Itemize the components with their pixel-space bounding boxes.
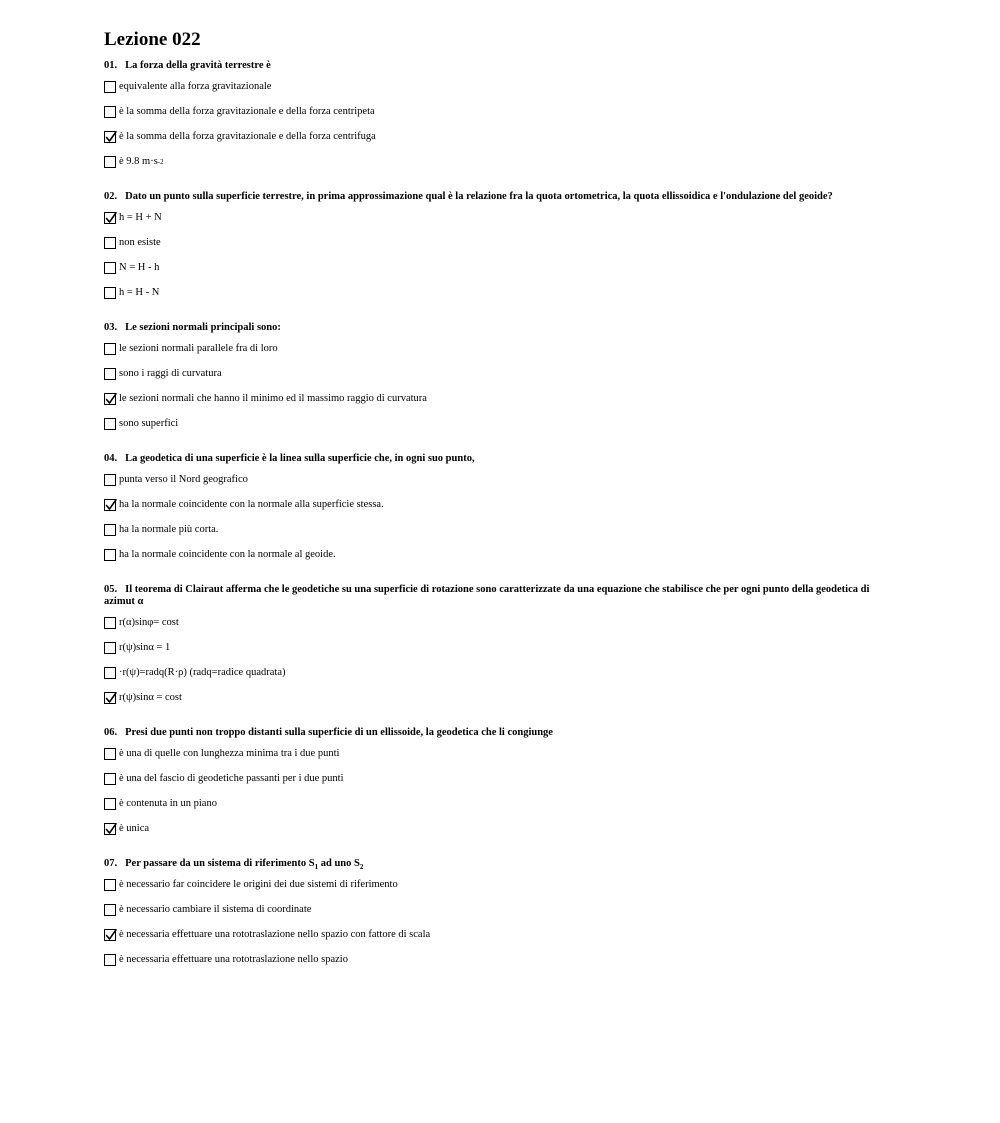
answer-option[interactable]	[104, 261, 884, 275]
question-label: Dato un punto sulla superficie terrestre, in prima approssimazione qual è la relazione fra la quota ortometrica, la quota ellissoidica e l'ondulazione del geoide?	[125, 191, 833, 202]
checkbox[interactable]	[104, 287, 116, 299]
question-number: 07.	[104, 858, 118, 869]
subscript: 2	[359, 863, 364, 872]
checkbox[interactable]	[104, 879, 116, 891]
answer-label: punta verso il Nord geografico	[119, 474, 248, 485]
answer-option[interactable]	[104, 105, 884, 119]
question-label: Presi due punti non troppo distanti sulla superficie di un ellissoide, la geodetica che li congiunge	[125, 727, 553, 738]
question-text	[104, 191, 884, 203]
checkbox-checked[interactable]	[104, 823, 116, 835]
checkbox[interactable]	[104, 237, 116, 249]
answer-option[interactable]	[104, 286, 884, 300]
checkbox[interactable]	[104, 667, 116, 679]
checkbox[interactable]	[104, 106, 116, 118]
answer-option[interactable]	[104, 878, 884, 892]
answer-label: non esiste	[119, 237, 161, 248]
question-number: 01.	[104, 60, 118, 71]
checkbox-checked[interactable]	[104, 131, 116, 143]
answer-label: ha la normale più corta.	[119, 524, 219, 535]
question-label: Le sezioni normali principali sono:	[125, 322, 281, 333]
checkbox[interactable]	[104, 368, 116, 380]
checkbox-checked[interactable]	[104, 499, 116, 511]
answer-label: è necessario far coincidere le origini dei due sistemi di riferimento	[119, 879, 398, 890]
answer-label: N = H - h	[119, 262, 160, 273]
checkmark-icon	[104, 928, 118, 942]
checkbox-checked[interactable]	[104, 692, 116, 704]
answer-label: è una del fascio di geodetiche passanti per i due punti	[119, 773, 344, 784]
checkbox[interactable]	[104, 642, 116, 654]
answer-option[interactable]	[104, 130, 884, 144]
checkmark-icon	[104, 822, 118, 836]
checkbox[interactable]	[104, 81, 116, 93]
answer-label: è contenuta in un piano	[119, 798, 217, 809]
answer-label: h = H + N	[119, 212, 162, 223]
checkmark-icon	[104, 130, 118, 144]
checkbox[interactable]	[104, 474, 116, 486]
question-number: 06.	[104, 727, 118, 738]
checkmark-icon	[104, 498, 118, 512]
answer-label: è la somma della forza gravitazionale e della forza centripeta	[119, 106, 375, 117]
answer-option[interactable]: è 9.8 m·s -2	[104, 155, 884, 169]
question-number: 03.	[104, 322, 118, 333]
answer-label: le sezioni normali che hanno il minimo ed il massimo raggio di curvatura	[119, 393, 427, 404]
question-text	[104, 60, 884, 72]
checkbox[interactable]	[104, 904, 116, 916]
checkbox-checked[interactable]	[104, 212, 116, 224]
answer-option[interactable]	[104, 616, 884, 630]
answer-label: sono superfici	[119, 418, 179, 429]
question-text	[104, 858, 884, 870]
checkmark-icon	[104, 691, 118, 705]
answer-option[interactable]	[104, 747, 884, 761]
checkbox-checked[interactable]	[104, 393, 116, 405]
question-label: Per passare da un sistema di riferimento S	[125, 858, 315, 869]
checkbox[interactable]	[104, 617, 116, 629]
answer-label: è necessaria effettuare una rototraslazione nello spazio	[119, 954, 348, 965]
checkbox[interactable]	[104, 549, 116, 561]
answer-option[interactable]	[104, 641, 884, 655]
answer-option[interactable]	[104, 417, 884, 431]
question-text	[104, 727, 884, 739]
checkbox[interactable]	[104, 418, 116, 430]
answer-option[interactable]	[104, 822, 884, 836]
checkmark-icon	[104, 211, 118, 225]
question-number: 02.	[104, 191, 118, 202]
page-title: Lezione 022	[104, 29, 201, 50]
answer-option[interactable]	[104, 772, 884, 786]
answer-option[interactable]	[104, 392, 884, 406]
answer-label: ha la normale coincidente con la normale alla superficie stessa.	[119, 499, 384, 510]
answer-option[interactable]	[104, 548, 884, 562]
subscript: 1	[314, 863, 319, 872]
checkbox[interactable]	[104, 748, 116, 760]
answer-label: ha la normale coincidente con la normale al geoide.	[119, 549, 336, 560]
checkbox[interactable]	[104, 524, 116, 536]
answer-option[interactable]	[104, 928, 884, 942]
question-4	[104, 453, 884, 562]
question-number: 04.	[104, 453, 118, 464]
checkbox[interactable]	[104, 773, 116, 785]
checkmark-icon	[104, 392, 118, 406]
answer-option[interactable]	[104, 367, 884, 381]
question-label-cont: ad uno S	[318, 858, 360, 869]
answer-option[interactable]	[104, 953, 884, 967]
answer-label: è una di quelle con lunghezza minima tra i due punti	[119, 748, 340, 759]
question-1	[104, 60, 884, 169]
answer-option[interactable]	[104, 342, 884, 356]
question-label: Il teorema di Clairaut afferma che le geodetiche su una superficie di rotazione sono caratterizzate da una equazione che stabilisce che per ogni punto della geodetica di azimut α	[104, 584, 870, 607]
question-7	[104, 858, 884, 967]
question-6	[104, 727, 884, 836]
answer-option[interactable]	[104, 80, 884, 94]
question-text	[104, 453, 884, 465]
answer-label: è unica	[119, 823, 150, 834]
answer-label: h = H - N	[119, 287, 160, 298]
answer-label: è la somma della forza gravitazionale e della forza centrifuga	[119, 131, 376, 142]
answer-label: r(ψ)sinα = 1	[119, 642, 171, 653]
checkbox[interactable]	[104, 156, 116, 168]
checkbox[interactable]	[104, 954, 116, 966]
checkbox[interactable]	[104, 343, 116, 355]
answer-label: le sezioni normali parallele fra di loro	[119, 343, 278, 354]
answer-label: equivalente alla forza gravitazionale	[119, 81, 272, 92]
question-5	[104, 584, 884, 705]
answer-label: r(α)sinφ= cost	[119, 617, 179, 628]
answer-label: è necessario cambiare il sistema di coordinate	[119, 904, 312, 915]
answer-option[interactable]	[104, 498, 884, 512]
answer-option[interactable]	[104, 473, 884, 487]
answer-label: è necessaria effettuare una rototraslazione nello spazio con fattore di scala	[119, 929, 431, 940]
question-list	[104, 60, 884, 967]
question-text	[104, 584, 884, 608]
answer-option[interactable]	[104, 666, 884, 680]
checkbox[interactable]	[104, 262, 116, 274]
answer-label: sono i raggi di curvatura	[119, 368, 222, 379]
answer-option[interactable]	[104, 211, 884, 225]
quiz-page	[104, 29, 884, 989]
answer-label: è 9.8 m·s	[119, 156, 158, 167]
checkbox-checked[interactable]	[104, 929, 116, 941]
question-text	[104, 322, 884, 334]
question-label: La geodetica di una superficie è la linea sulla superficie che, in ogni suo punto,	[125, 453, 475, 464]
answer-option[interactable]	[104, 691, 884, 705]
question-3	[104, 322, 884, 431]
answer-option[interactable]	[104, 236, 884, 250]
answer-option[interactable]	[104, 797, 884, 811]
answer-label: ·r(ψ)=radq(R·ρ) (radq=radice quadrata)	[119, 667, 286, 678]
answer-option[interactable]	[104, 523, 884, 537]
question-2	[104, 191, 884, 300]
checkbox[interactable]	[104, 798, 116, 810]
answer-option[interactable]	[104, 903, 884, 917]
answer-label: r(ψ)sinα = cost	[119, 692, 182, 703]
question-number: 05.	[104, 584, 118, 595]
question-label: La forza della gravità terrestre è	[125, 60, 271, 71]
